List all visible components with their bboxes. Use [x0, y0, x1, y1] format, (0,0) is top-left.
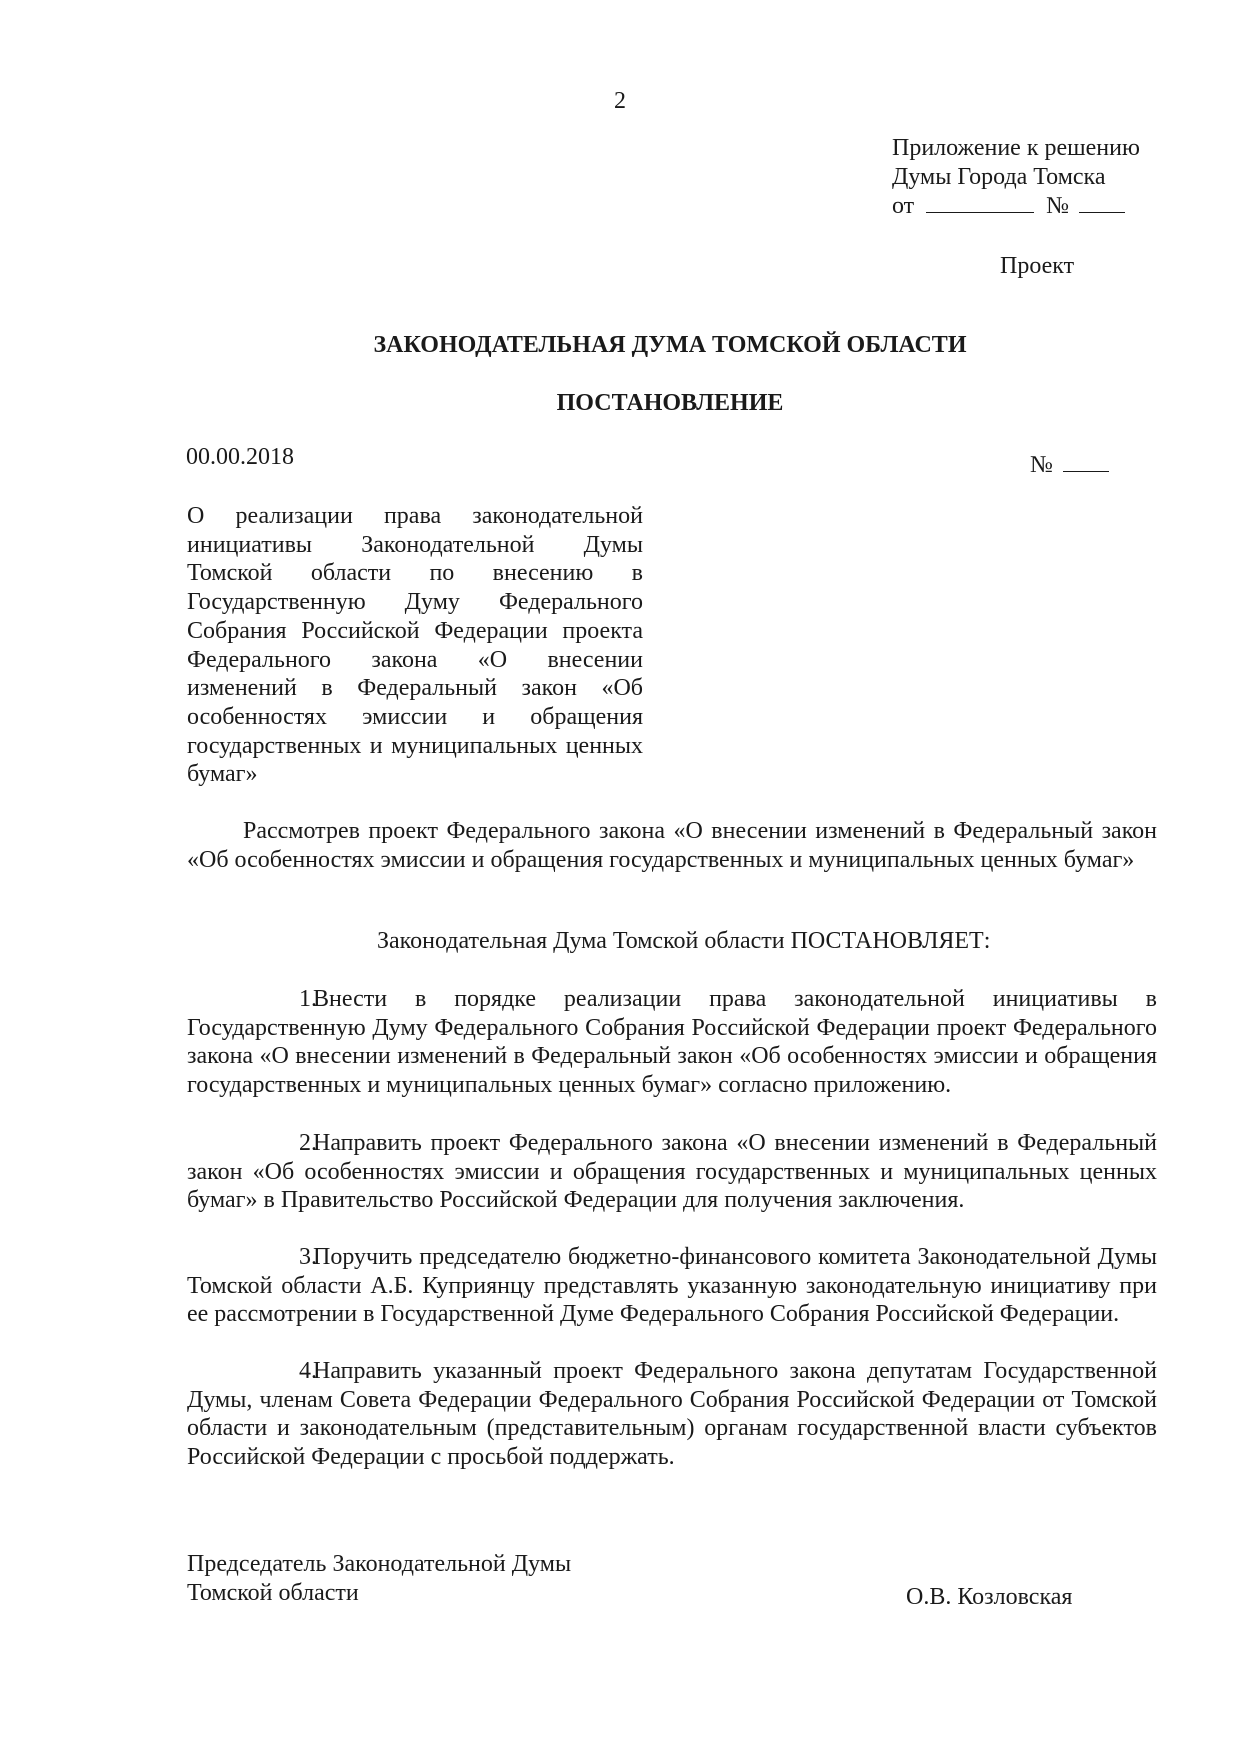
item-text: Внести в порядке реализации права законодательной инициативы в Государственную Думу Федерального Собрания Российской Федерации проект Федерального закона «О внесении изменений в Федеральный закон «Об особенностях эмиссии и обращения государственных и муниципальных ценных бумаг» согласно приложению. [187, 986, 1157, 1099]
document-number [1030, 451, 1109, 479]
signature-title-line-2: Томской области [187, 1580, 359, 1606]
item-number: 3. [299, 1244, 317, 1270]
appendix-number-sign: № [1046, 193, 1070, 219]
resolution-item [187, 985, 1157, 1100]
document-subject: О реализации права законодательной инициативы Законодательной Думы Томской области по внесению в Государственную Думу Федерального Собрания Российской Федерации проекта Федерального закона «О внесении изменений в Федеральный закон «Об особенностях эмиссии и обращения государственных и муниципальных ценных бумаг» [187, 503, 643, 788]
document-number-sign: № [1030, 452, 1053, 478]
document-date: 00.00.2018 [186, 444, 294, 470]
signature-name: О.В. Козловская [906, 1584, 1073, 1610]
item-number: 1. [299, 986, 317, 1012]
resolves-statement: Законодательная Дума Томской области ПОСТАНОВЛЯЕТ: [377, 928, 991, 954]
appendix-date-line [892, 192, 1140, 221]
item-text: Направить указанный проект Федерального закона депутатам Государственной Думы, членам Совета Федерации Федерального Собрания Российской Федерации от Томской области и законодательным (представительным) органам государственной власти субъектов Российской Федерации с просьбой поддержать. [187, 1358, 1157, 1471]
page-number: 2 [614, 88, 626, 114]
appendix-block [892, 134, 1140, 221]
appendix-number-blank [1079, 196, 1125, 213]
appendix-date-blank [926, 196, 1034, 213]
appendix-date-prefix: от [892, 193, 915, 219]
preamble: Рассмотрев проект Федерального закона «О внесении изменений в Федеральный закон «Об особенностях эмиссии и обращения государственных и муниципальных ценных бумаг» [187, 818, 1157, 873]
item-number: 4. [299, 1358, 317, 1384]
organization-title: ЗАКОНОДАТЕЛЬНАЯ ДУМА ТОМСКОЙ ОБЛАСТИ [373, 332, 967, 358]
signature-title [187, 1550, 571, 1608]
draft-label: Проект [1000, 253, 1075, 279]
appendix-line-2: Думы Города Томска [892, 164, 1106, 190]
document-number-blank [1063, 455, 1109, 472]
item-number: 2. [299, 1130, 317, 1156]
resolution-item [187, 1357, 1157, 1472]
document-type-title: ПОСТАНОВЛЕНИЕ [556, 390, 784, 416]
resolution-item [187, 1129, 1157, 1215]
item-text: Поручить председателю бюджетно-финансового комитета Законодательной Думы Томской области А.Б. Куприянцу представлять указанную законодательную инициативу при ее рассмотрении в Государственной Думе Федерального Собрания Российской Федерации. [187, 1244, 1157, 1328]
item-text: Направить проект Федерального закона «О внесении изменений в Федеральный закон «Об особенностях эмиссии и обращения государственных и муниципальных ценных бумаг» в Правительство Российской Федерации для получения заключения. [187, 1130, 1157, 1214]
signature-title-line-1: Председатель Законодательной Думы [187, 1551, 572, 1577]
appendix-line-1: Приложение к решению [892, 135, 1140, 161]
resolution-item [187, 1243, 1157, 1329]
